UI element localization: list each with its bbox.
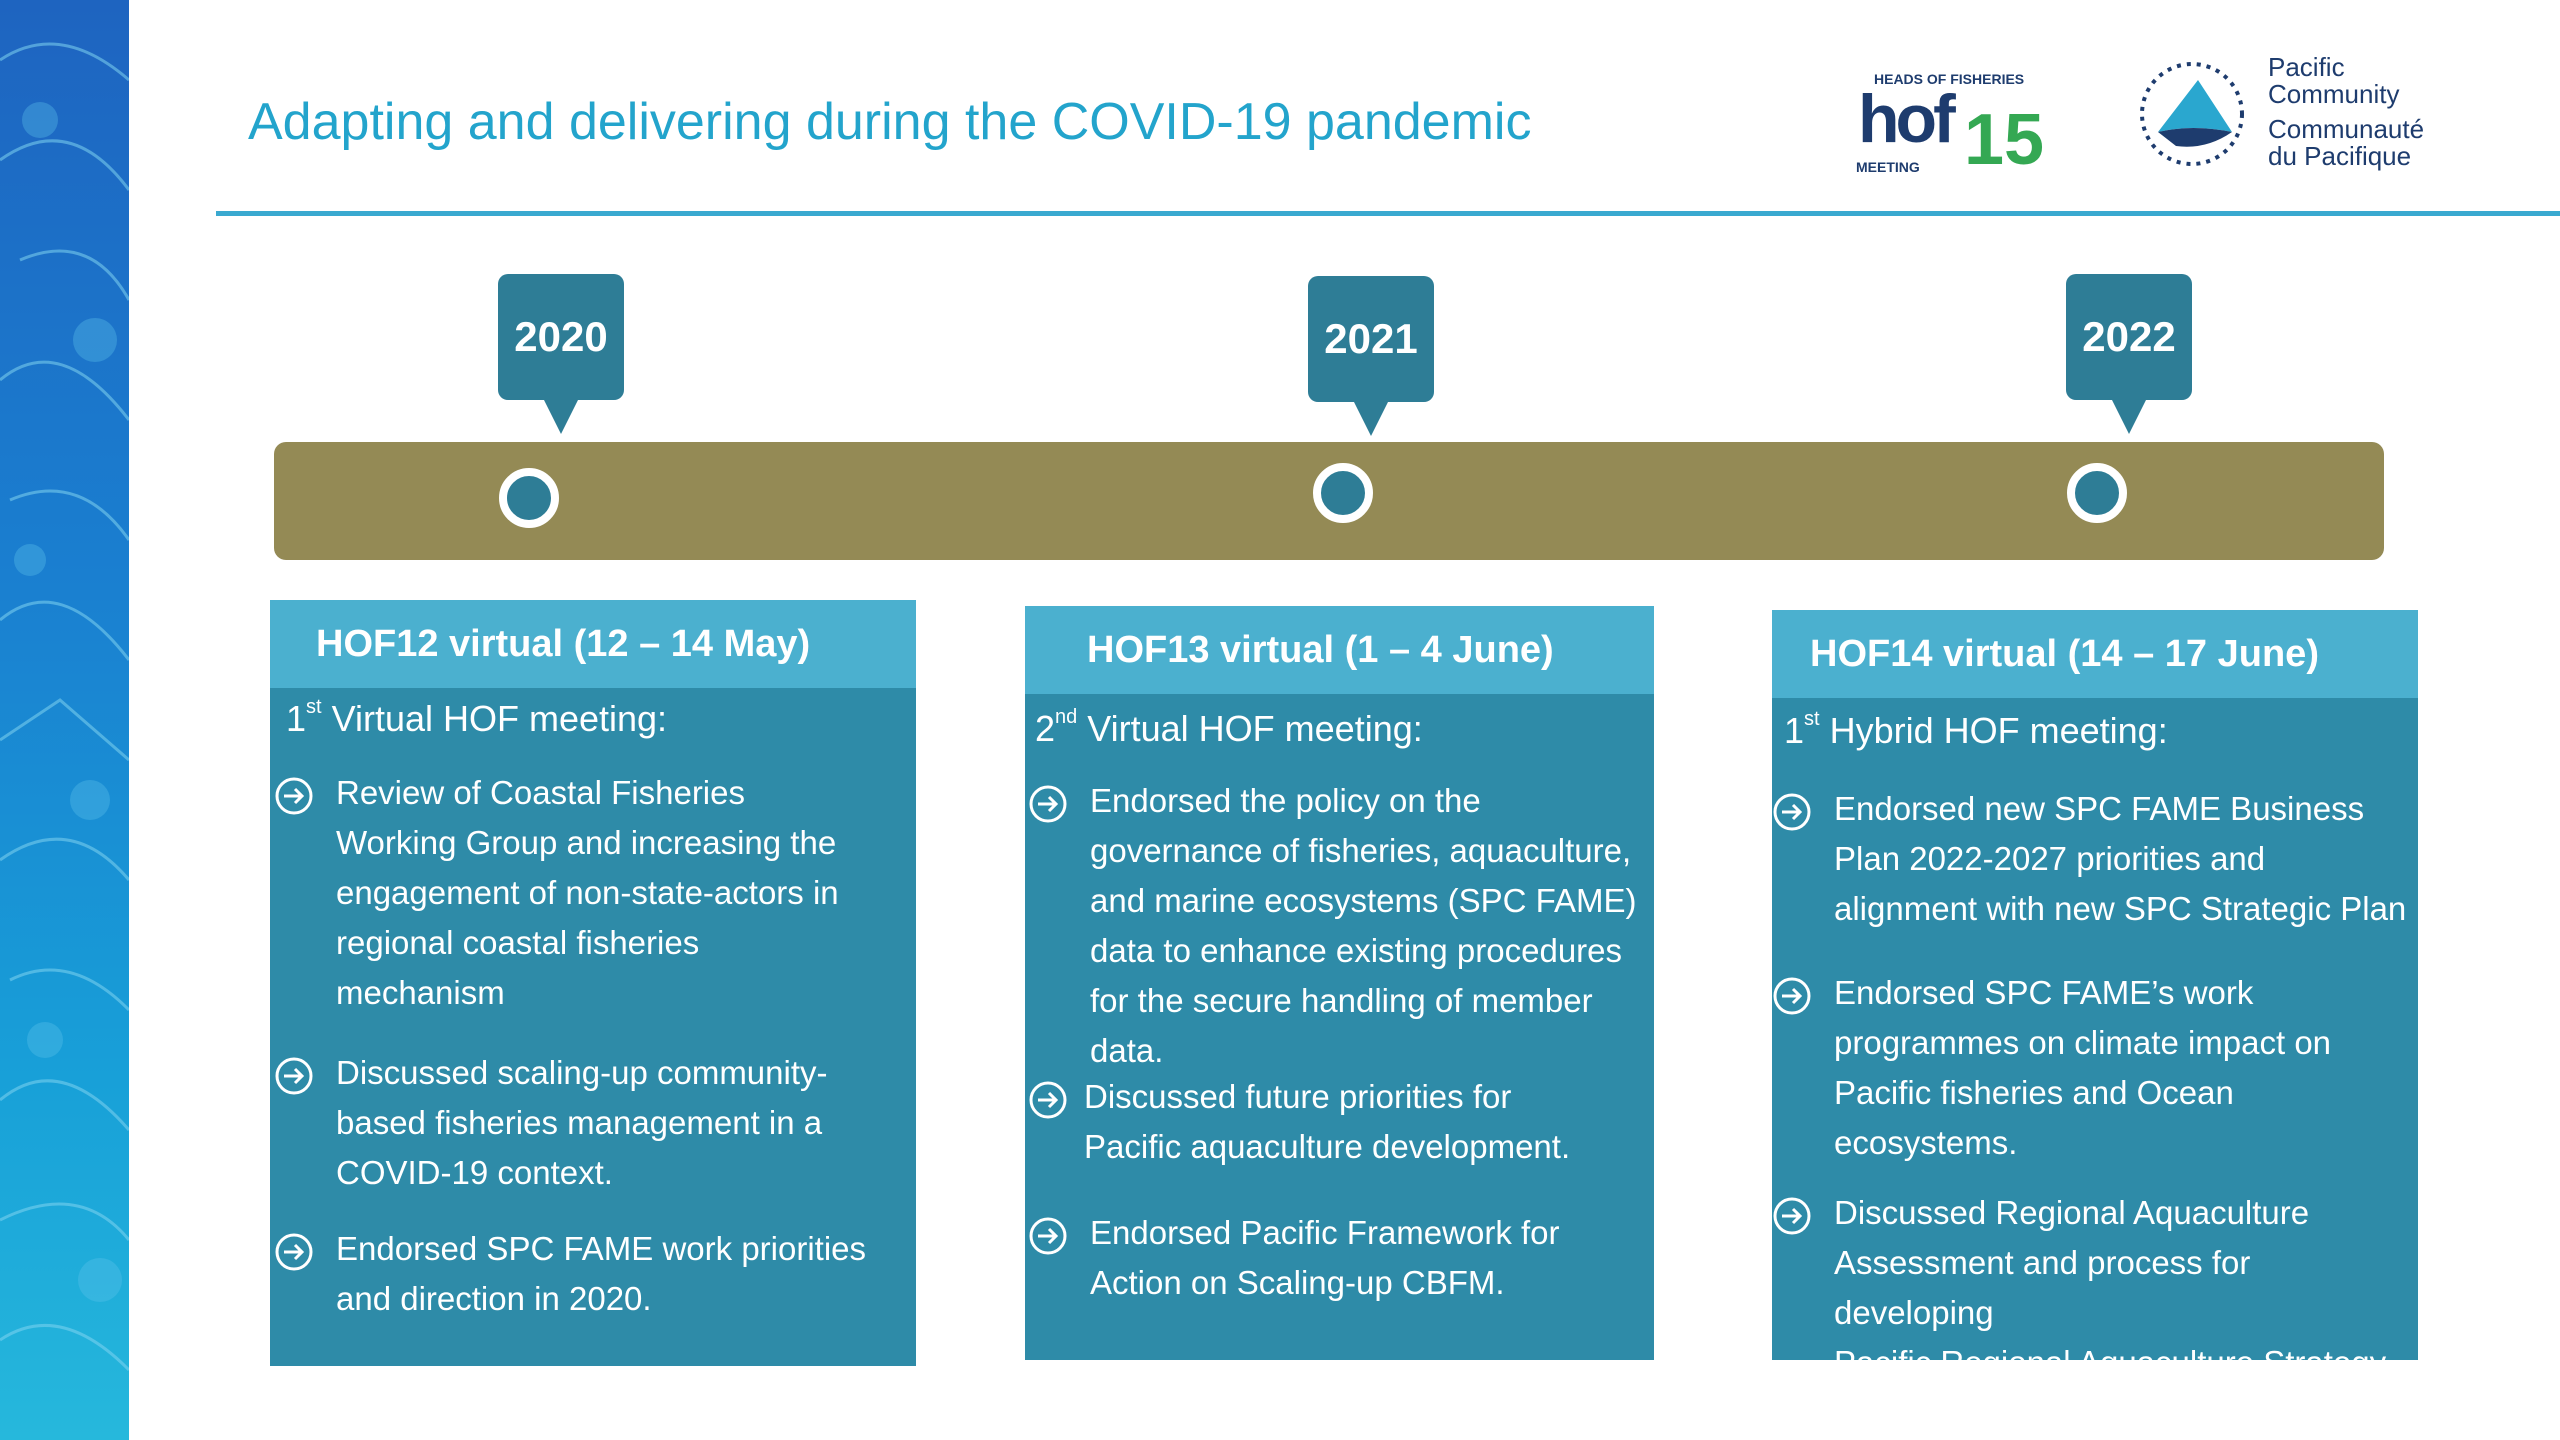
year-marker-2021: [1308, 276, 1434, 402]
card-hof12: [270, 600, 916, 1366]
card-subtitle: 2nd Virtual HOF meeting:: [1035, 706, 1423, 749]
decorative-side-band: [0, 0, 129, 1440]
arrow-circle-icon: [1772, 1196, 1812, 1236]
hof-logo-top-text: HEADS OF FISHERIES: [1874, 71, 2025, 87]
list-item: Endorsed Pacific Framework for Action on Scaling-up CBFM.: [1090, 1208, 1560, 1308]
list-item: Discussed scaling-up community- based fisheries management in a COVID-19 context.: [336, 1048, 828, 1198]
arrow-circle-icon: [274, 1232, 314, 1272]
title-divider: [216, 211, 2560, 216]
arrow-circle-icon: [1028, 1216, 1068, 1256]
timeline-dot-2021: [1313, 463, 1373, 523]
list-item: Discussed Regional Aquaculture Assessment and process for developing Pacific Regional Aquaculture Strategy: [1834, 1188, 2418, 1388]
card-hof14: [1772, 610, 2418, 1381]
year-label: 2020: [514, 313, 608, 360]
spc-logo-text: [2268, 54, 2424, 170]
arrow-circle-icon: [1772, 792, 1812, 832]
hof15-logo: [1852, 68, 2052, 178]
svg-text:15: 15: [1964, 100, 2045, 178]
svg-text:hof: hof: [1858, 81, 1952, 157]
card-heading: HOF12 virtual (12 – 14 May): [270, 600, 916, 688]
list-item: Endorsed the policy on the governance of fisheries, aquaculture, and marine ecosystems (SPC FAME) data to enhance existing procedures for the secure handling of member data.: [1090, 776, 1637, 1076]
card-subtitle: 1st Hybrid HOF meeting:: [1784, 708, 2168, 751]
list-item: Endorsed SPC FAME work priorities and direction in 2020.: [336, 1224, 866, 1324]
arrow-circle-icon: [1772, 976, 1812, 1016]
list-item: Review of Coastal Fisheries Working Group and increasing the engagement of non-state-actors in regional coastal fisheries mechanism: [336, 768, 839, 1018]
year-label: 2022: [2082, 313, 2176, 360]
timeline-dot-2020: [499, 468, 559, 528]
arrow-circle-icon: [274, 776, 314, 816]
list-item: Discussed future priorities for Pacific aquaculture development.: [1084, 1072, 1570, 1172]
list-item: Endorsed SPC FAME’s work programmes on climate impact on Pacific fisheries and Ocean ecosystems.: [1834, 968, 2331, 1168]
page-title: Adapting and delivering during the COVID-19 pandemic: [248, 93, 1532, 151]
card-heading: HOF14 virtual (14 – 17 June): [1772, 610, 2418, 698]
timeline-dot-2022: [2067, 463, 2127, 523]
spc-logo-line4: du Pacifique: [2268, 141, 2412, 171]
arrow-circle-icon: [1028, 1080, 1068, 1120]
card-heading: HOF13 virtual (1 – 4 June): [1025, 606, 1654, 694]
arrow-circle-icon: [274, 1056, 314, 1096]
arrow-circle-icon: [1028, 784, 1068, 824]
spc-logo-line1: Pacific: [2268, 52, 2345, 82]
spc-logo-line2: Community: [2268, 79, 2400, 109]
year-marker-2020: [498, 274, 624, 400]
card-subtitle: 1st Virtual HOF meeting:: [286, 696, 668, 739]
list-item: Endorsed new SPC FAME Business Plan 2022-2027 priorities and alignment with new SPC Strategic Plan: [1834, 784, 2406, 934]
spc-logo-line3: Communauté: [2268, 114, 2425, 144]
hof-logo-bottom-text: MEETING: [1856, 159, 1920, 175]
year-marker-2022: [2066, 274, 2192, 400]
card-hof13: [1025, 606, 1654, 1360]
year-label: 2021: [1324, 315, 1418, 362]
